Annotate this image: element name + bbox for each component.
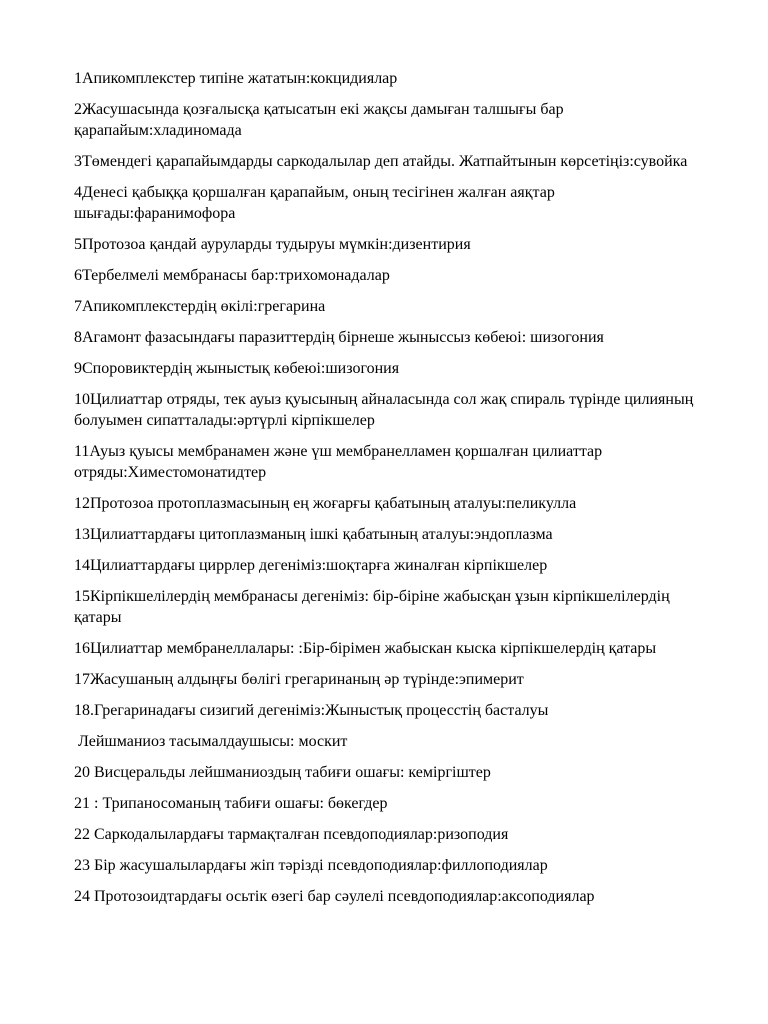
- paragraph-15: 15Кірпікшелілердің мембранасы дегеніміз: бір-біріне жабысқан ұзын кірпікшелілердің қатары: [74, 588, 670, 626]
- paragraph-10: 10Цилиаттар отряды, тек ауыз қуысының айналасында сол жақ спираль түрінде цилияның болуымен сипатталады:әртүрлі кірпікшелер: [74, 391, 694, 429]
- paragraph-5: 5Протозоа қандай ауруларды тудыруы мүмкін:дизентирия: [74, 236, 471, 253]
- document-page: [74, 68, 714, 917]
- paragraph-12: 12Протозоа протоплазмасының ең жоғарғы қабатының аталуы:пеликулла: [74, 495, 577, 512]
- paragraph-17: 17Жасушаның алдыңғы бөлігі грегаринаның әр түрінде:эпимерит: [74, 671, 524, 688]
- paragraph-13: 13Цилиаттардағы цитоплазманың ішкі қабатының аталуы:эндоплазма: [74, 526, 553, 543]
- paragraph-16: 16Цилиаттар мембранеллалары: :Бір-бірімен жабыскан кыска кірпікшелердің қатары: [74, 640, 657, 657]
- paragraph-23: 23 Бір жасушалылардағы жіп тәрізді псевдоподиялар:филлоподиялар: [74, 857, 548, 874]
- paragraph-21: 21 : Трипаносоманың табиғи ошағы: бөкегдер: [74, 795, 388, 812]
- paragraph-18: 18.Грегаринадағы сизигий дегеніміз:Жыныстық процесстің басталуы: [74, 702, 549, 719]
- paragraph-14: 14Цилиаттардағы циррлер дегеніміз:шоқтарға жиналған кірпікшелер: [74, 557, 548, 574]
- paragraph-1: 1Апикомплекстер типіне жататын:кокцидиялар: [74, 70, 398, 87]
- paragraph-22: 22 Саркодалылардағы тармақталған псевдоподиялар:ризоподия: [74, 826, 509, 843]
- paragraph-7: 7Апикомплекстердің өкілі:грегарина: [74, 298, 326, 315]
- paragraph-2: 2Жасушасында қозғалысқа қатысатын екі жақсы дамыған талшығы бар қарапайым:хладиномада: [74, 101, 564, 139]
- paragraph-11: 11Ауыз қуысы мембранамен және үш мембранелламен қоршалған цилиаттар отряды:Химестомонатидтер: [74, 443, 603, 481]
- paragraph-8: 8Агамонт фазасындағы паразиттердің бірнеше жыныссыз көбеюі: шизогония: [74, 329, 604, 346]
- paragraph-9: 9Споровиктердің жыныстық көбеюі:шизогония: [74, 360, 400, 377]
- paragraph-20: 20 Висцеральды лейшманиоздың табиғи ошағы: кеміргіштер: [74, 764, 491, 781]
- paragraph-6: 6Тербелмелі мембранасы бар:трихомонадалар: [74, 267, 390, 284]
- paragraph-24: 24 Протозоидтардағы осьтік өзегі бар сәулелі псевдоподиялар:аксоподиялар: [74, 888, 595, 905]
- paragraph-4: 4Денесі қабыққа қоршалған қарапайым, оның тесігінен жалған аяқтар шығады:фаранимофора: [74, 184, 555, 222]
- paragraph-19: Лейшманиоз тасымалдаушысы: москит: [74, 733, 348, 750]
- paragraph-3: 3Төмендегі қарапайымдарды саркодалылар деп атайды. Жатпайтынын көрсетіңіз:сувойка: [74, 153, 688, 170]
